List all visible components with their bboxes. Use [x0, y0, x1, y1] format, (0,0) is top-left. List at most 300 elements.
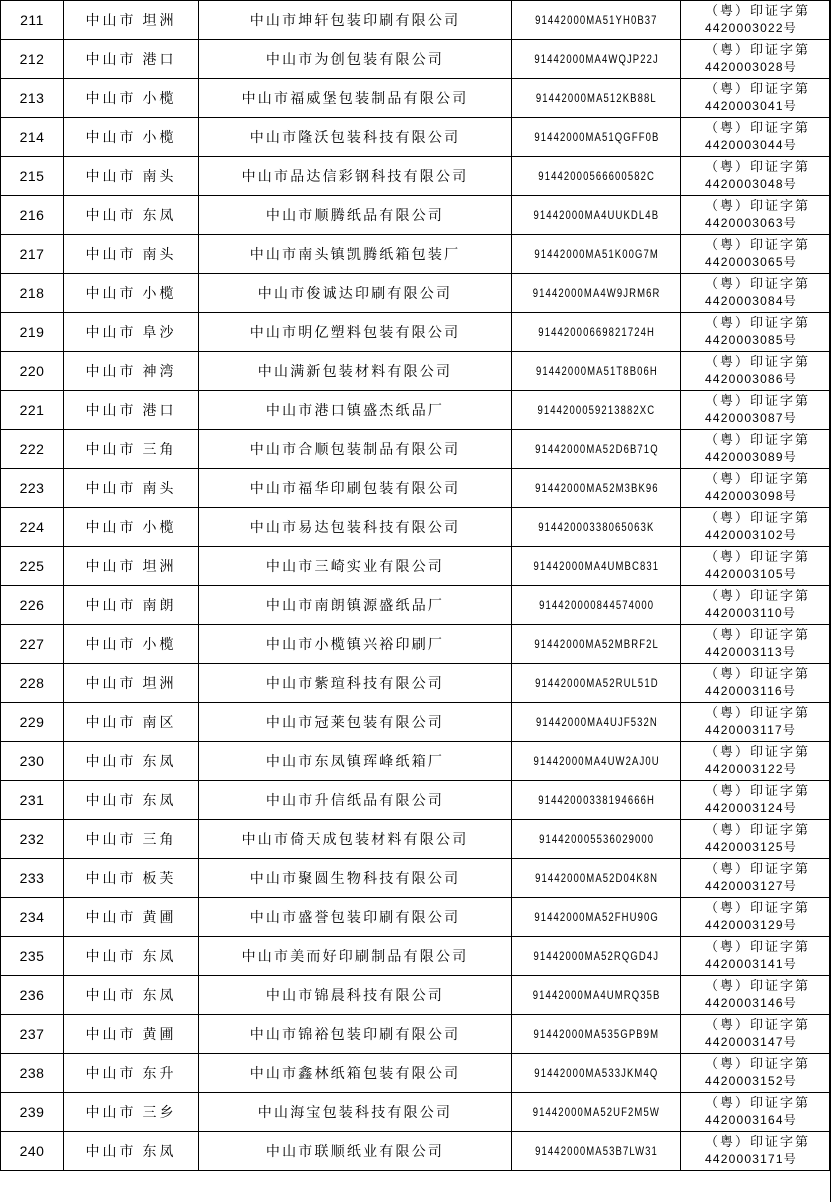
- region-cell: [64, 40, 199, 79]
- region-cell: [64, 820, 199, 859]
- town-name: 小榄: [142, 91, 177, 107]
- table-row: [1, 391, 830, 430]
- credit-code-cell: [520, 79, 672, 118]
- company-name: 中山满新包装材料有限公司: [257, 364, 453, 380]
- credit-code-cell: [520, 703, 672, 742]
- row-number-cell: [1, 1, 64, 40]
- row-number-cell: [1, 274, 64, 313]
- city-name: 中山市: [85, 286, 137, 302]
- row-number: 221: [19, 402, 45, 418]
- row-number-cell: [1, 508, 64, 547]
- license-prefix: （粤）印证字第: [705, 433, 811, 448]
- table-row: [1, 547, 830, 586]
- town-name: 东凤: [142, 1144, 177, 1160]
- credit-code-cell: [520, 40, 672, 79]
- town-name: 板芙: [142, 871, 177, 887]
- region-cell: [64, 235, 199, 274]
- license-number: 4420003063号: [705, 216, 797, 230]
- region-cell: [64, 1132, 199, 1171]
- license-number: 4420003085号: [705, 333, 797, 347]
- region-cell: [64, 1015, 199, 1054]
- unified-credit-code: 91442000MA52D04K8N: [534, 871, 658, 885]
- company-name-cell: [199, 976, 512, 1015]
- license-cell: [681, 1132, 830, 1171]
- table-row: [1, 1132, 830, 1171]
- company-name: 中山市合顺包装制品有限公司: [249, 442, 461, 458]
- table-row: [1, 820, 830, 859]
- row-number-cell: [1, 781, 64, 820]
- credit-code-cell: [520, 976, 672, 1015]
- unified-credit-code: 91442000MA52M3BK96: [534, 481, 658, 495]
- company-name: 中山市锦晨科技有限公司: [265, 988, 445, 1004]
- row-number: 213: [19, 90, 45, 106]
- company-name: 中山市俊诚达印刷有限公司: [257, 286, 453, 302]
- license-prefix: （粤）印证字第: [705, 316, 811, 331]
- town-name: 南头: [142, 169, 177, 185]
- unified-credit-code: 91442000MA4UMRQ35B: [532, 988, 660, 1002]
- town-name: 坦洲: [142, 13, 177, 29]
- company-name: 中山市隆沃包装科技有限公司: [249, 130, 461, 146]
- company-name: 中山市冠莱包装有限公司: [265, 715, 445, 731]
- license-number: 4420003086号: [705, 372, 797, 386]
- license-cell: [681, 469, 830, 508]
- license-number: 4420003089号: [705, 450, 797, 464]
- license-cell: [681, 391, 830, 430]
- company-name-cell: [199, 625, 512, 664]
- row-number-cell: [1, 118, 64, 157]
- unified-credit-code: 91442000MA4UW2AJ0U: [532, 754, 660, 768]
- city-name: 中山市: [85, 481, 137, 497]
- row-number: 222: [19, 441, 45, 457]
- license-number: 4420003122号: [705, 762, 797, 776]
- credit-code-cell: [520, 118, 672, 157]
- table-row: [1, 742, 830, 781]
- town-name: 东凤: [142, 988, 177, 1004]
- unified-credit-code: 914420000844574000: [538, 598, 654, 612]
- company-name-cell: [199, 586, 512, 625]
- region-cell: [64, 313, 199, 352]
- license-number: 4420003147号: [705, 1035, 797, 1049]
- license-number: 4420003127号: [705, 879, 797, 893]
- region-cell: [64, 508, 199, 547]
- credit-code-cell: [520, 820, 672, 859]
- company-name-cell: [199, 898, 512, 937]
- license-number: 4420003152号: [705, 1074, 797, 1088]
- town-name: 坦洲: [142, 676, 177, 692]
- license-cell: [681, 1, 830, 40]
- company-name: 中山市锦裕包装印刷有限公司: [249, 1027, 461, 1043]
- town-name: 小榄: [142, 520, 177, 536]
- region-cell: [64, 859, 199, 898]
- town-name: 坦洲: [142, 559, 177, 575]
- row-number: 236: [19, 987, 45, 1003]
- city-name: 中山市: [85, 676, 137, 692]
- unified-credit-code: 914420005536029000: [538, 832, 654, 846]
- table-row: [1, 1093, 830, 1132]
- region-cell: [64, 79, 199, 118]
- row-number: 238: [19, 1065, 45, 1081]
- table-row: [1, 1015, 830, 1054]
- license-prefix: （粤）印证字第: [705, 628, 811, 643]
- company-name-cell: [199, 1054, 512, 1093]
- company-name: 中山市易达包装科技有限公司: [249, 520, 461, 536]
- row-number: 232: [19, 831, 45, 847]
- company-name: 中山市聚圆生物科技有限公司: [249, 871, 461, 887]
- region-cell: [64, 157, 199, 196]
- row-number: 234: [19, 909, 45, 925]
- company-name: 中山市美而好印刷制品有限公司: [241, 949, 469, 965]
- license-prefix: （粤）印证字第: [705, 43, 811, 58]
- unified-credit-code: 91442000MA533JKM4Q: [533, 1066, 659, 1080]
- city-name: 中山市: [85, 325, 137, 341]
- license-cell: [681, 820, 830, 859]
- town-name: 小榄: [142, 286, 177, 302]
- region-cell: [64, 664, 199, 703]
- license-number: 4420003116号: [705, 684, 797, 698]
- unified-credit-code: 91442000669821724H: [537, 325, 655, 339]
- company-name: 中山市东凤镇珲峰纸箱厂: [265, 754, 445, 770]
- row-number-cell: [1, 1132, 64, 1171]
- town-name: 东凤: [142, 754, 177, 770]
- unified-credit-code: 91442000MA52MBRF2L: [533, 637, 659, 651]
- region-cell: [64, 1, 199, 40]
- license-cell: [681, 508, 830, 547]
- company-name-cell: [199, 79, 512, 118]
- license-prefix: （粤）印证字第: [705, 1096, 811, 1111]
- license-prefix: （粤）印证字第: [705, 862, 811, 877]
- company-name-cell: [199, 1, 512, 40]
- town-name: 神湾: [142, 364, 177, 380]
- company-name: 中山市紫瑄科技有限公司: [265, 676, 445, 692]
- table-row: [1, 1054, 830, 1093]
- license-cell: [681, 235, 830, 274]
- unified-credit-code: 91442000MA53B7LW31: [534, 1144, 658, 1158]
- region-cell: [64, 391, 199, 430]
- company-name: 中山市升信纸品有限公司: [265, 793, 445, 809]
- table-row: [1, 625, 830, 664]
- city-name: 中山市: [85, 52, 137, 68]
- company-name: 中山市盛誉包装印刷有限公司: [249, 910, 461, 926]
- row-number-cell: [1, 898, 64, 937]
- row-number-cell: [1, 1015, 64, 1054]
- row-number: 223: [19, 480, 45, 496]
- license-prefix: （粤）印证字第: [705, 550, 811, 565]
- city-name: 中山市: [85, 793, 137, 809]
- license-prefix: （粤）印证字第: [705, 511, 811, 526]
- license-cell: [681, 742, 830, 781]
- license-cell: [681, 898, 830, 937]
- license-number: 4420003098号: [705, 489, 797, 503]
- region-cell: [64, 937, 199, 976]
- unified-credit-code: 9144200059213882XC: [537, 403, 655, 417]
- license-prefix: （粤）印证字第: [705, 784, 811, 799]
- license-number: 4420003087号: [705, 411, 797, 425]
- license-cell: [681, 40, 830, 79]
- table-row: [1, 40, 830, 79]
- company-name: 中山市南朗镇源盛纸品厂: [265, 598, 445, 614]
- credit-code-cell: [520, 235, 672, 274]
- region-cell: [64, 430, 199, 469]
- row-number-cell: [1, 976, 64, 1015]
- row-number: 215: [19, 168, 45, 184]
- company-name-cell: [199, 157, 512, 196]
- unified-credit-code: 91442000MA51QGFF0B: [533, 130, 659, 144]
- license-number: 4420003105号: [705, 567, 797, 581]
- credit-code-cell: [520, 547, 672, 586]
- row-number: 218: [19, 285, 45, 301]
- license-cell: [681, 118, 830, 157]
- region-cell: [64, 976, 199, 1015]
- table-row: [1, 586, 830, 625]
- row-number: 231: [19, 792, 45, 808]
- town-name: 黄圃: [142, 1027, 177, 1043]
- row-number: 214: [19, 129, 45, 145]
- license-number: 4420003065号: [705, 255, 797, 269]
- table-row: [1, 196, 830, 235]
- row-number-cell: [1, 157, 64, 196]
- credit-code-cell: [520, 430, 672, 469]
- license-number: 4420003044号: [705, 138, 797, 152]
- region-cell: [64, 469, 199, 508]
- license-prefix: （粤）印证字第: [705, 706, 811, 721]
- company-name-cell: [199, 781, 512, 820]
- license-number: 4420003164号: [705, 1113, 797, 1127]
- town-name: 东凤: [142, 208, 177, 224]
- row-number: 226: [19, 597, 45, 613]
- license-cell: [681, 1054, 830, 1093]
- row-number-cell: [1, 235, 64, 274]
- city-name: 中山市: [85, 364, 137, 380]
- row-number-cell: [1, 1054, 64, 1093]
- region-cell: [64, 898, 199, 937]
- row-number: 228: [19, 675, 45, 691]
- row-number: 230: [19, 753, 45, 769]
- company-name-cell: [199, 937, 512, 976]
- region-cell: [64, 118, 199, 157]
- row-number-cell: [1, 937, 64, 976]
- table-row: [1, 703, 830, 742]
- license-number: 4420003171号: [705, 1152, 797, 1166]
- table-row: [1, 781, 830, 820]
- license-cell: [681, 1015, 830, 1054]
- company-name-cell: [199, 118, 512, 157]
- license-prefix: （粤）印证字第: [705, 238, 811, 253]
- town-name: 东凤: [142, 793, 177, 809]
- region-cell: [64, 547, 199, 586]
- company-name: 中山市福威堡包装制品有限公司: [241, 91, 469, 107]
- town-name: 东升: [142, 1066, 177, 1082]
- company-name-cell: [199, 430, 512, 469]
- town-name: 三角: [142, 832, 177, 848]
- table-row: [1, 508, 830, 547]
- license-prefix: （粤）印证字第: [705, 589, 811, 604]
- city-name: 中山市: [85, 520, 137, 536]
- company-name: 中山市为创包装有限公司: [265, 52, 445, 68]
- license-cell: [681, 976, 830, 1015]
- credit-code-cell: [520, 1015, 672, 1054]
- license-prefix: （粤）印证字第: [705, 940, 811, 955]
- company-name: 中山市小榄镇兴裕印刷厂: [265, 637, 445, 653]
- city-name: 中山市: [85, 208, 137, 224]
- company-name: 中山海宝包装科技有限公司: [257, 1105, 453, 1121]
- license-prefix: （粤）印证字第: [705, 823, 811, 838]
- town-name: 小榄: [142, 130, 177, 146]
- company-name-cell: [199, 547, 512, 586]
- license-prefix: （粤）印证字第: [705, 979, 811, 994]
- license-prefix: （粤）印证字第: [705, 745, 811, 760]
- license-cell: [681, 625, 830, 664]
- license-prefix: （粤）印证字第: [705, 199, 811, 214]
- city-name: 中山市: [85, 754, 137, 770]
- unified-credit-code: 91442000MA51T8B06H: [535, 364, 657, 378]
- company-name-cell: [199, 703, 512, 742]
- credit-code-cell: [520, 469, 672, 508]
- table-row: [1, 898, 830, 937]
- table-row: [1, 859, 830, 898]
- row-number-cell: [1, 859, 64, 898]
- town-name: 小榄: [142, 637, 177, 653]
- city-name: 中山市: [85, 637, 137, 653]
- table-row: [1, 118, 830, 157]
- company-name: 中山市顺腾纸品有限公司: [265, 208, 445, 224]
- city-name: 中山市: [85, 1027, 137, 1043]
- license-cell: [681, 937, 830, 976]
- credit-code-cell: [520, 313, 672, 352]
- region-cell: [64, 274, 199, 313]
- row-number-cell: [1, 352, 64, 391]
- unified-credit-code: 91442000MA4WQJP22J: [533, 52, 659, 66]
- row-number: 237: [19, 1026, 45, 1042]
- license-cell: [681, 196, 830, 235]
- town-name: 南头: [142, 481, 177, 497]
- license-prefix: （粤）印证字第: [705, 4, 811, 19]
- unified-credit-code: 91442000MA52RUL51D: [534, 676, 658, 690]
- region-cell: [64, 703, 199, 742]
- city-name: 中山市: [85, 598, 137, 614]
- unified-credit-code: 91442000MA52D6B71Q: [534, 442, 658, 456]
- license-prefix: （粤）印证字第: [705, 355, 811, 370]
- row-number: 239: [19, 1104, 45, 1120]
- row-number-cell: [1, 1093, 64, 1132]
- region-cell: [64, 586, 199, 625]
- town-name: 港口: [142, 403, 177, 419]
- city-name: 中山市: [85, 1066, 137, 1082]
- unified-credit-code: 91442000MA52UF2M5W: [532, 1105, 660, 1119]
- row-number: 224: [19, 519, 45, 535]
- license-cell: [681, 664, 830, 703]
- row-number-cell: [1, 40, 64, 79]
- row-number: 225: [19, 558, 45, 574]
- license-cell: [681, 547, 830, 586]
- license-prefix: （粤）印证字第: [705, 121, 811, 136]
- table-row: [1, 352, 830, 391]
- company-name: 中山市鑫林纸箱包装有限公司: [249, 1066, 461, 1082]
- region-cell: [64, 1093, 199, 1132]
- unified-credit-code: 91442000MA4W9JRM6R: [532, 286, 660, 300]
- table-row: [1, 157, 830, 196]
- region-cell: [64, 1054, 199, 1093]
- row-number-cell: [1, 547, 64, 586]
- company-name: 中山市联顺纸业有限公司: [265, 1144, 445, 1160]
- credit-code-cell: [520, 274, 672, 313]
- row-number-cell: [1, 742, 64, 781]
- city-name: 中山市: [85, 130, 137, 146]
- row-number-cell: [1, 79, 64, 118]
- row-number: 240: [19, 1143, 45, 1159]
- license-prefix: （粤）印证字第: [705, 1057, 811, 1072]
- credit-code-cell: [520, 937, 672, 976]
- row-number-cell: [1, 820, 64, 859]
- unified-credit-code: 91442000MA52FHU90G: [533, 910, 659, 924]
- license-number: 4420003028号: [705, 60, 797, 74]
- row-number: 217: [19, 246, 45, 262]
- city-name: 中山市: [85, 403, 137, 419]
- license-cell: [681, 586, 830, 625]
- license-cell: [681, 157, 830, 196]
- table-right-double-border: [830, 0, 831, 1202]
- license-number: 4420003110号: [705, 606, 797, 620]
- row-number: 219: [19, 324, 45, 340]
- town-name: 南头: [142, 247, 177, 263]
- unified-credit-code: 91442000MA4UUKDL4B: [533, 208, 659, 222]
- company-name-cell: [199, 859, 512, 898]
- row-number: 233: [19, 870, 45, 886]
- credit-code-cell: [520, 352, 672, 391]
- table-body: [1, 1, 830, 1171]
- city-name: 中山市: [85, 910, 137, 926]
- company-name: 中山市品达信彩钢科技有限公司: [241, 169, 469, 185]
- license-cell: [681, 703, 830, 742]
- table-row: [1, 313, 830, 352]
- license-cell: [681, 313, 830, 352]
- city-name: 中山市: [85, 949, 137, 965]
- license-number: 4420003048号: [705, 177, 797, 191]
- license-prefix: （粤）印证字第: [705, 82, 811, 97]
- region-cell: [64, 742, 199, 781]
- license-number: 4420003102号: [705, 528, 797, 542]
- license-prefix: （粤）印证字第: [705, 1018, 811, 1033]
- license-cell: [681, 352, 830, 391]
- credit-code-cell: [520, 781, 672, 820]
- company-name-cell: [199, 391, 512, 430]
- table-row: [1, 937, 830, 976]
- row-number: 211: [20, 12, 44, 28]
- unified-credit-code: 91442000MA535GPB9M: [533, 1027, 659, 1041]
- license-prefix: （粤）印证字第: [705, 901, 811, 916]
- row-number: 216: [19, 207, 45, 223]
- city-name: 中山市: [85, 715, 137, 731]
- city-name: 中山市: [85, 442, 137, 458]
- license-cell: [681, 1093, 830, 1132]
- company-name-cell: [199, 274, 512, 313]
- company-name-cell: [199, 313, 512, 352]
- town-name: 阜沙: [142, 325, 177, 341]
- unified-credit-code: 91442000566600582C: [537, 169, 655, 183]
- company-name-cell: [199, 1132, 512, 1171]
- company-name: 中山市福华印刷包装有限公司: [249, 481, 461, 497]
- table-row: [1, 664, 830, 703]
- license-prefix: （粤）印证字第: [705, 277, 811, 292]
- credit-code-cell: [520, 196, 672, 235]
- row-number: 212: [19, 51, 45, 67]
- unified-credit-code: 91442000MA4UJF532N: [535, 715, 657, 729]
- company-name-cell: [199, 352, 512, 391]
- license-cell: [681, 274, 830, 313]
- credit-code-cell: [520, 859, 672, 898]
- city-name: 中山市: [85, 91, 137, 107]
- credit-code-cell: [520, 1054, 672, 1093]
- town-name: 南朗: [142, 598, 177, 614]
